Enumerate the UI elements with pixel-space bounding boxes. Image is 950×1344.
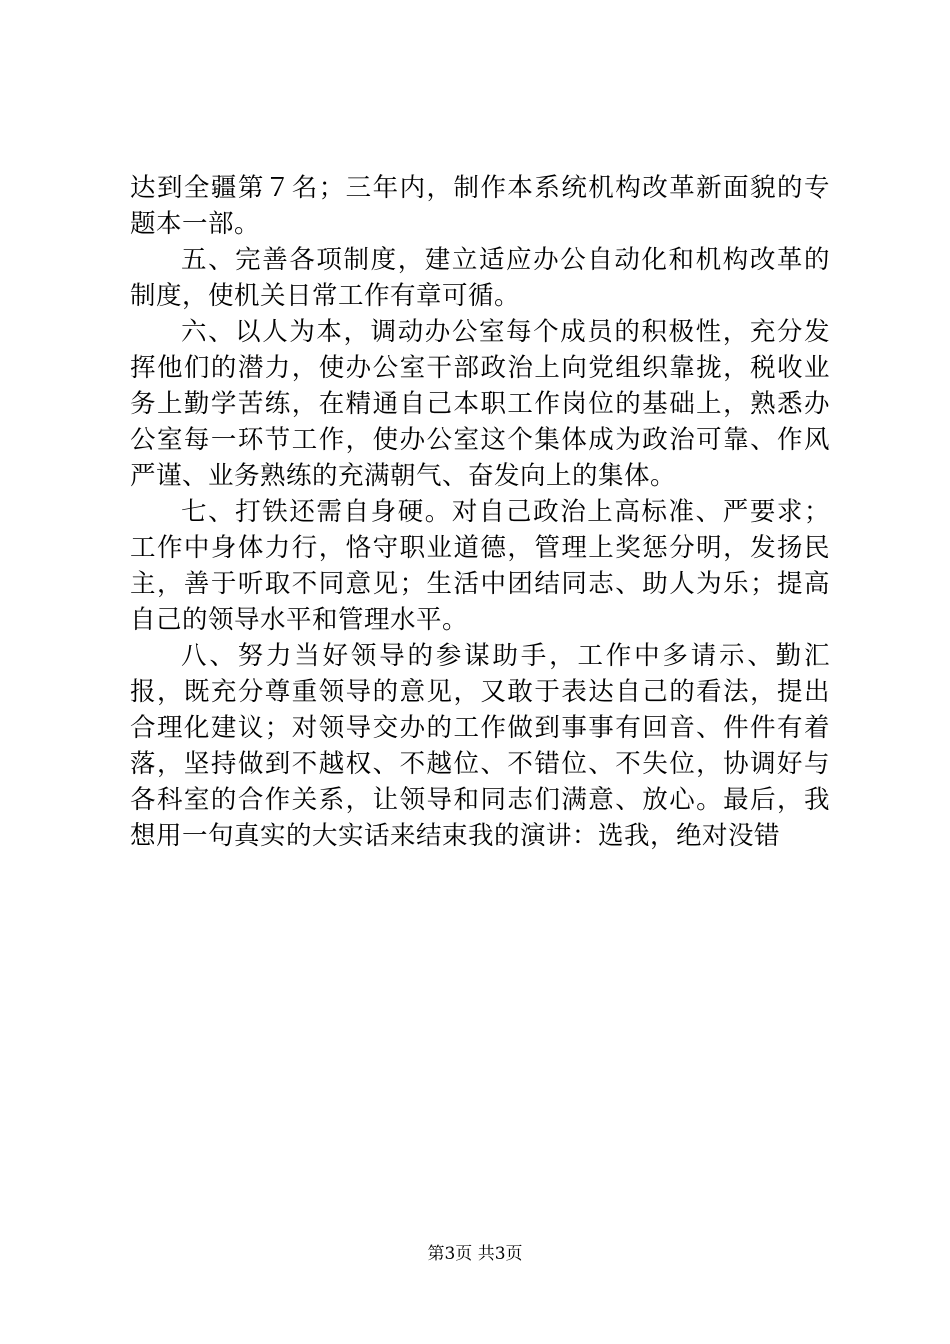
paragraph-item-5: 五、完善各项制度，建立适应办公自动化和机构改革的制度，使机关日常工作有章可循。 <box>130 245 830 311</box>
paragraph-item-6: 六、以人为本，调动办公室每个成员的积极性，充分发挥他们的潜力，使办公室干部政治上向党组织靠拢，税收业务上勤学苦练，在精通自己本职工作岗位的基础上，熟悉办公室每一环节工作，使办公室这个集体成为政治可靠、作风严谨、业务熟练的充满朝气、奋发向上的集体。 <box>130 317 830 491</box>
paragraph-continuation: 达到全疆第７名；三年内，制作本系统机构改革新面貌的专题本一部。 <box>130 173 830 239</box>
page-number-footer: 第3页 共3页 <box>427 1244 523 1264</box>
paragraph-item-8: 八、努力当好领导的参谋助手，工作中多请示、勤汇报，既充分尊重领导的意见，又敢于表达自己的看法，提出合理化建议；对领导交办的工作做到事事有回音、件件有着落，坚持做到不越权、不越位、不错位、不失位，协调好与各科室的合作关系，让领导和同志们满意、放心。最后，我想用一句真实的大实话来结束我的演讲：选我，绝对没错 <box>130 641 830 851</box>
document-body <box>130 170 830 854</box>
paragraph-item-7: 七、打铁还需自身硬。对自己政治上高标准、严要求；工作中身体力行，恪守职业道德，管理上奖惩分明，发扬民主，善于听取不同意见；生活中团结同志、助人为乐；提高自己的领导水平和管理水平。 <box>130 497 830 635</box>
